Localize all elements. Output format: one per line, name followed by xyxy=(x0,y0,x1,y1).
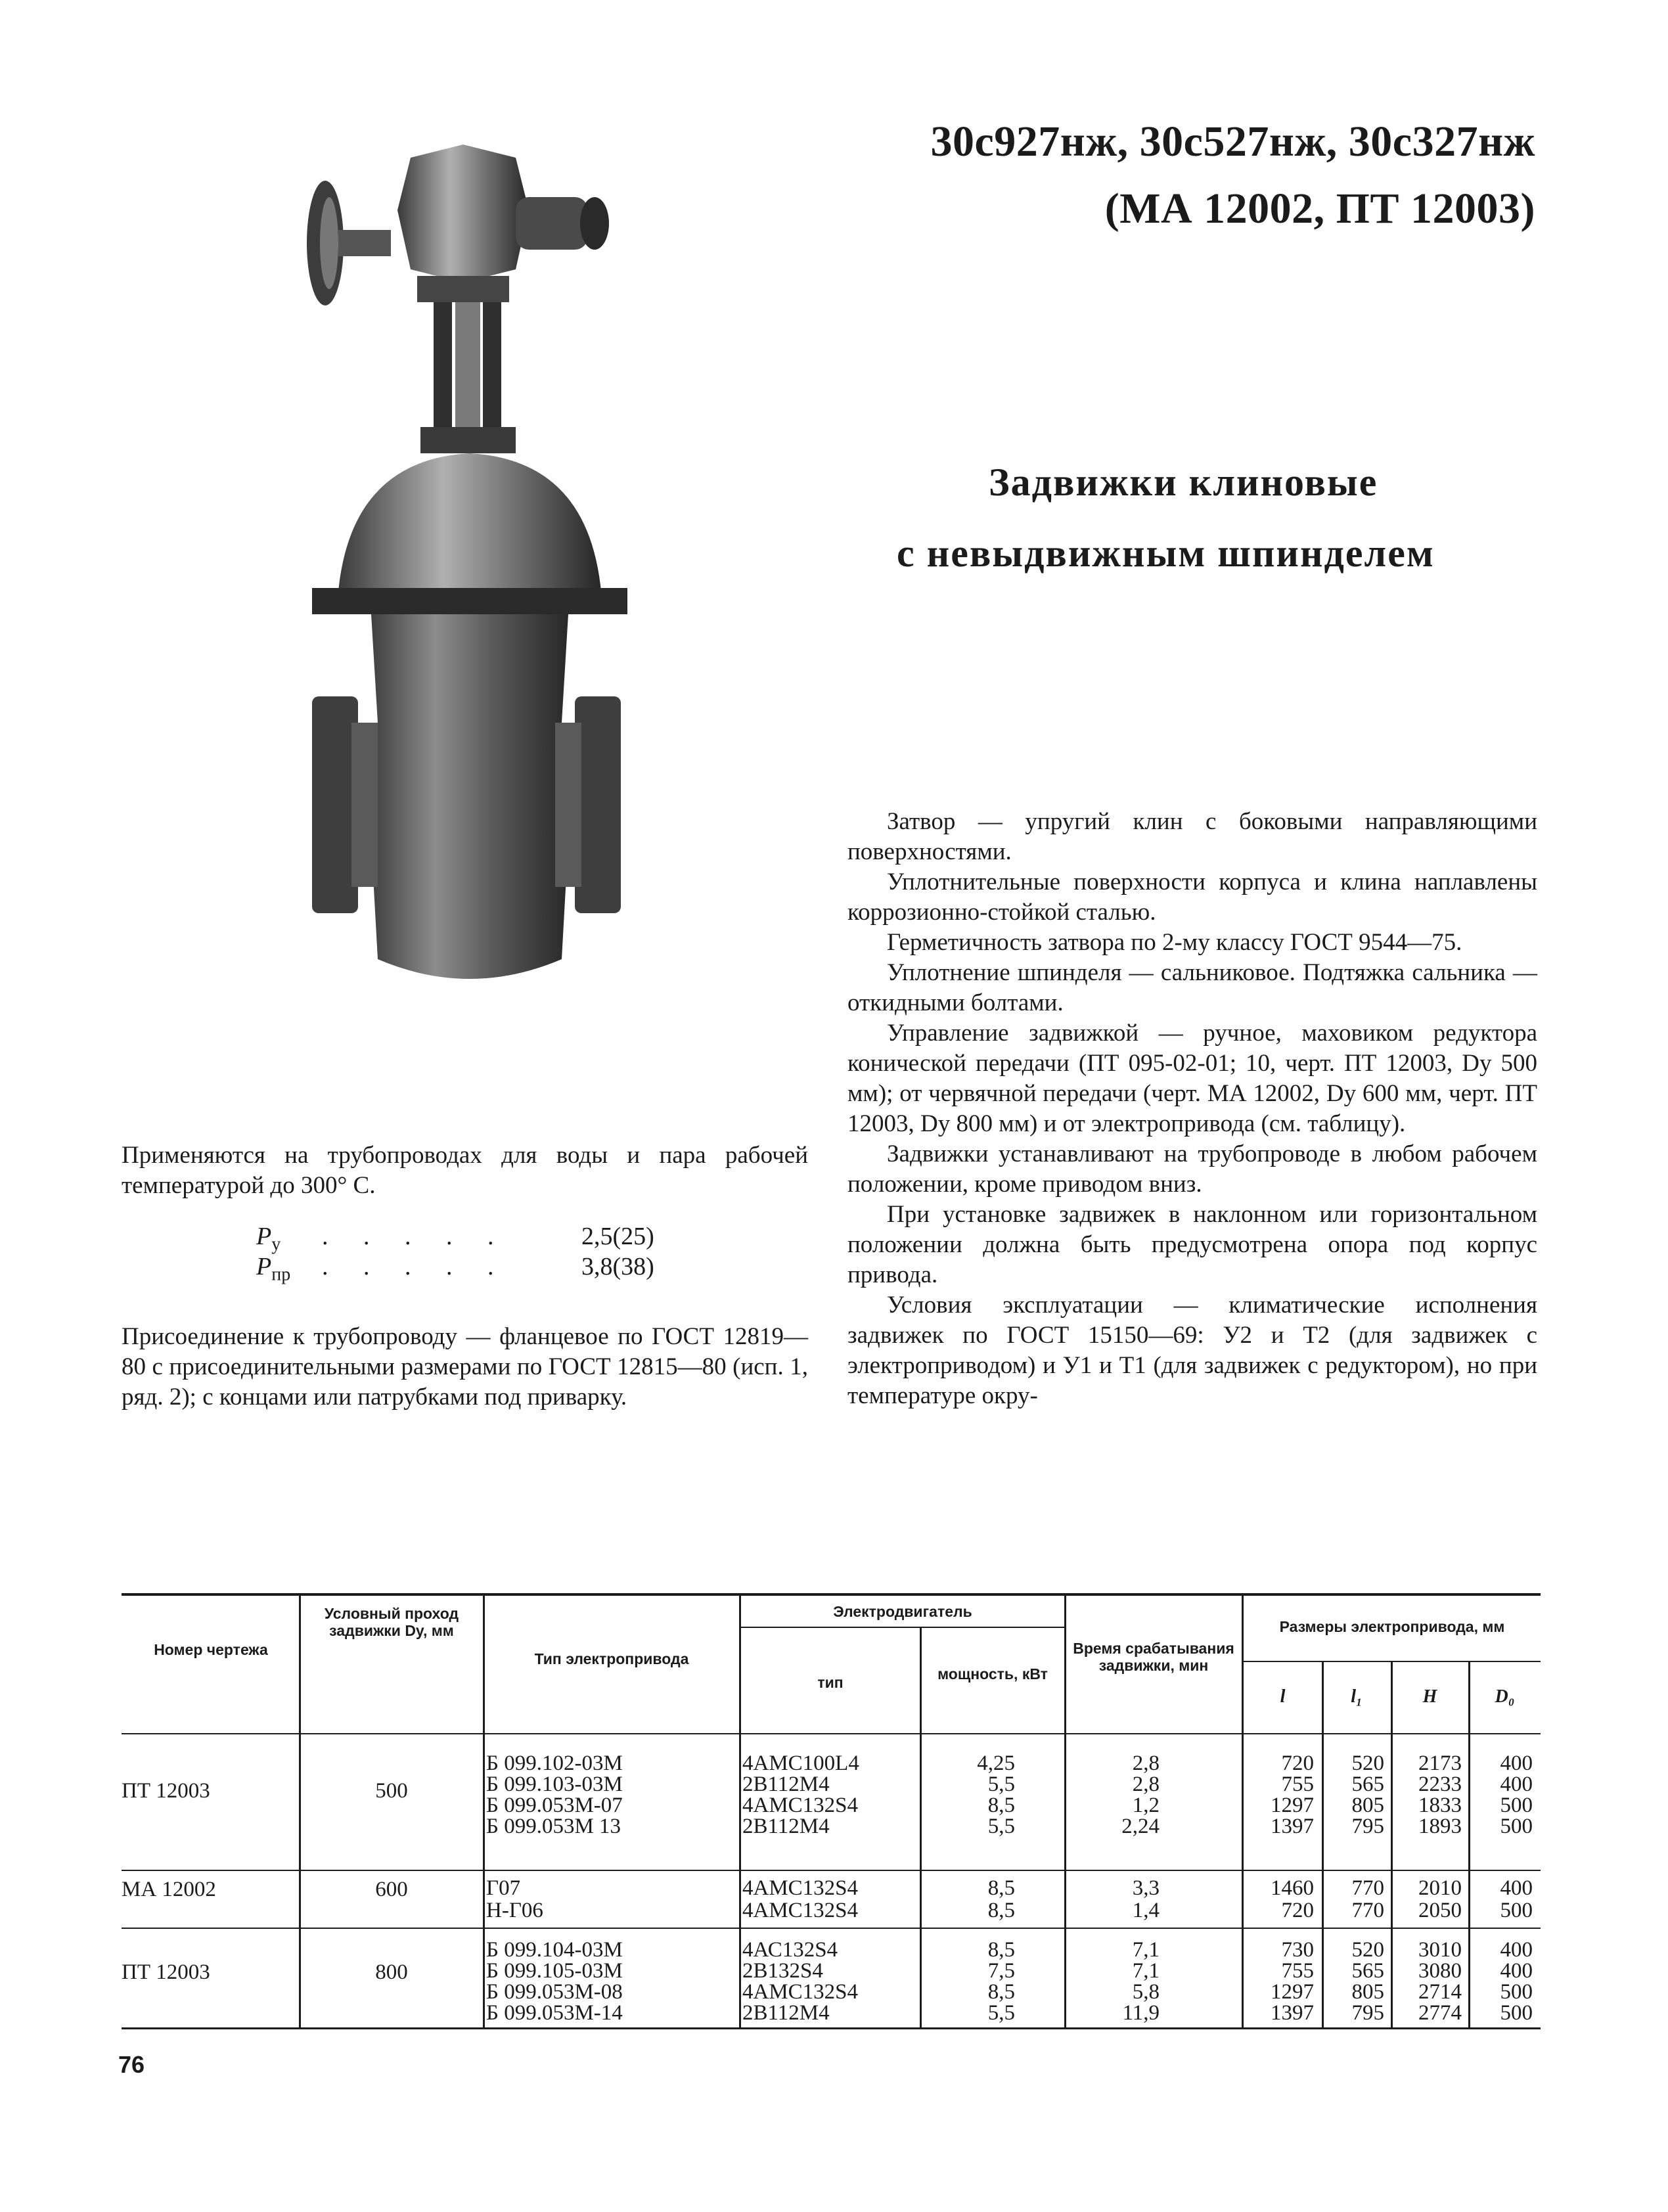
motor-power-cell: 8,5 xyxy=(987,1794,1015,1817)
column-divider xyxy=(1064,1593,1066,2029)
motor-power-cell: 8,5 xyxy=(987,1980,1015,2004)
dim-l-cell: 730 xyxy=(1281,1938,1314,1962)
dim-H-cell: 1833 xyxy=(1418,1794,1462,1817)
dim-H-cell: 2233 xyxy=(1418,1772,1462,1796)
actuator-cell: Б 099.053М-08 xyxy=(486,1980,623,2004)
dim-l1-cell: 520 xyxy=(1351,1938,1384,1962)
dim-l1-cell: 795 xyxy=(1351,2001,1384,2025)
description-paragraph: Затвор — упругий клин с боковыми направляющими поверхностями. xyxy=(847,808,1537,865)
operating-time-cell: 5,8 xyxy=(1132,1980,1160,2004)
actuator-cell: Б 099.053М-07 xyxy=(486,1794,623,1817)
header-drawing-number: Номер чертежа xyxy=(154,1641,268,1658)
dim-H-cell: 2714 xyxy=(1418,1980,1462,2004)
dim-D0-cell: 400 xyxy=(1500,1751,1533,1775)
motor-type-cell: 4АМС132S4 xyxy=(742,1899,859,1922)
header-dim-l1: l₁ xyxy=(1351,1686,1363,1707)
header-motor-power: мощность, кВт xyxy=(937,1665,1048,1682)
actuator-cell: Б 099.103-03М xyxy=(486,1772,623,1796)
column-divider xyxy=(1242,1593,1244,2029)
actuator-cell: Б 099.053М-14 xyxy=(486,2001,623,2025)
motor-power-cell: 8,5 xyxy=(987,1899,1015,1922)
motor-type-cell: 4АМС132S4 xyxy=(742,1876,859,1900)
header-dim-D0: D₀ xyxy=(1495,1686,1515,1707)
column-divider xyxy=(483,1593,485,2029)
motor-power-cell: 5,5 xyxy=(987,1815,1015,1838)
leader-dots: . . . . . xyxy=(322,1223,508,1250)
dim-D0-cell: 500 xyxy=(1500,1794,1533,1817)
dim-l1-cell: 565 xyxy=(1351,1959,1384,1983)
operating-time-cell: 3,3 xyxy=(1132,1876,1160,1900)
motor-power-cell: 8,5 xyxy=(987,1938,1015,1962)
product-codes-title: 30с927нж, 30с527нж, 30с327нж xyxy=(930,118,1535,166)
actuator-cell: Б 099.102-03М xyxy=(486,1751,623,1775)
drawing-number-cell: МА 12002 xyxy=(122,1878,216,1901)
drawing-number-cell: ПТ 12003 xyxy=(122,1779,210,1803)
operating-time-cell: 1,4 xyxy=(1132,1899,1160,1922)
description-column xyxy=(847,807,1537,1411)
actuator-cell: Б 099.105-03М xyxy=(486,1959,623,1983)
dim-H-cell: 3010 xyxy=(1418,1938,1462,1962)
header-operating-time: Время срабатывания задвижки, мин xyxy=(1073,1640,1234,1674)
motor-type-cell: 4АМС132S4 xyxy=(742,1980,859,2004)
table-top-rule xyxy=(122,1593,1541,1596)
dim-l-cell: 755 xyxy=(1281,1959,1314,1983)
drawing-numbers-title: (МА 12002, ПТ 12003) xyxy=(1104,185,1535,233)
dim-H-cell: 3080 xyxy=(1418,1959,1462,1983)
description-paragraph: Герметичность затвора по 2-му классу ГОСТ 9544—75. xyxy=(887,929,1462,956)
dim-l-cell: 1297 xyxy=(1271,1794,1314,1817)
dim-D0-cell: 400 xyxy=(1500,1772,1533,1796)
operating-time-cell: 11,9 xyxy=(1122,2001,1160,2025)
dim-l-cell: 1397 xyxy=(1271,1815,1314,1838)
operating-time-cell: 7,1 xyxy=(1132,1938,1160,1962)
dims-group-rule xyxy=(1244,1661,1541,1662)
header-motor-group: Электродвигатель xyxy=(833,1603,972,1620)
motor-power-cell: 5,5 xyxy=(987,2001,1015,2025)
pressure-symbol: $P_{пр}$ xyxy=(256,1253,291,1285)
dim-D0-cell: 400 xyxy=(1500,1876,1533,1900)
dim-l1-cell: 770 xyxy=(1351,1876,1384,1900)
nominal-bore-cell: 500 xyxy=(375,1779,408,1803)
dim-l-cell: 1460 xyxy=(1271,1876,1314,1900)
header-dim-H: H xyxy=(1422,1686,1437,1707)
dim-H-cell: 2173 xyxy=(1418,1751,1462,1775)
description-paragraph: При установке задвижек в наклонном или горизонтальном положении должна быть предусмотрена опора под корпус привода. xyxy=(847,1201,1537,1288)
dim-l1-cell: 565 xyxy=(1351,1772,1384,1796)
description-paragraph: Задвижки устанавливают на трубопроводе в любом рабочем положении, кроме приводом вниз. xyxy=(847,1140,1537,1198)
motor-type-cell: 4АМС132S4 xyxy=(742,1794,859,1817)
dim-D0-cell: 500 xyxy=(1500,1980,1533,2004)
motor-type-cell: 2В112М4 xyxy=(742,1815,830,1838)
leader-dots: . . . . . xyxy=(322,1253,508,1280)
motor-power-cell: 8,5 xyxy=(987,1876,1015,1900)
subtitle-line-1: Задвижки клиновые xyxy=(989,461,1378,504)
dim-l-cell: 755 xyxy=(1281,1772,1314,1796)
nominal-bore-cell: 800 xyxy=(375,1960,408,1984)
operating-time-cell: 7,1 xyxy=(1132,1959,1160,1983)
motor-type-cell: 2В112М4 xyxy=(742,1772,830,1796)
description-paragraph: Уплотнительные поверхности корпуса и клина наплавлены коррозионно-стойкой сталью. xyxy=(847,869,1537,926)
nominal-bore-cell: 600 xyxy=(375,1878,408,1901)
operating-time-cell: 2,24 xyxy=(1121,1815,1160,1838)
dim-D0-cell: 500 xyxy=(1500,1815,1533,1838)
header-dim-l: l xyxy=(1280,1686,1286,1707)
dim-D0-cell: 500 xyxy=(1500,1899,1533,1922)
column-divider xyxy=(920,1628,922,2029)
actuator-cell: Н-Г06 xyxy=(486,1899,543,1922)
description-paragraph: Уплотнение шпинделя — сальниковое. Подтяжка сальника — откидными болтами. xyxy=(847,959,1537,1016)
description-paragraph: Условия эксплуатации — климатические исполнения задвижек по ГОСТ 15150—69: У2 и Т2 (для задвижек с электроприводом) и У1 и Т1 (для задвижек с редуктором), но при температуре окру- xyxy=(847,1292,1537,1409)
operating-time-cell: 1,2 xyxy=(1132,1794,1160,1817)
group-separator xyxy=(122,1870,1541,1871)
application-text: Применяются на трубопроводах для воды и пара рабочей температурой до 300° С. xyxy=(122,1142,808,1199)
group-separator xyxy=(122,1928,1541,1929)
pressure-value: 3,8(38) xyxy=(581,1253,654,1280)
column-divider xyxy=(299,1593,301,2029)
dim-l-cell: 720 xyxy=(1281,1751,1314,1775)
description-paragraph: Управление задвижкой — ручное, маховиком редуктора конической передачи (ПТ 095-02-01; 10, черт. ПТ 12003, Dу 500 мм); от червячной передачи (черт. МА 12002, Dу 600 мм, черт. ПТ 12003, Dу 800 мм) и от электропривода (см. таблицу). xyxy=(847,1020,1537,1137)
dim-l1-cell: 520 xyxy=(1351,1751,1384,1775)
table-header-rule xyxy=(122,1733,1541,1734)
pressure-value: 2,5(25) xyxy=(581,1223,654,1250)
actuator-cell: Б 099.104-03М xyxy=(486,1938,623,1962)
motor-type-cell: 4АС132S4 xyxy=(742,1938,838,1962)
pressure-symbol: $P_у$ xyxy=(256,1223,281,1255)
motor-type-cell: 2В132S4 xyxy=(742,1959,823,1983)
page-number: 76 xyxy=(118,2051,145,2078)
drawing-number-cell: ПТ 12003 xyxy=(122,1960,210,1984)
connection-text: Присоединение к трубопроводу — фланцевое по ГОСТ 12819—80 с присоединительными размерами по ГОСТ 12815—80 (исп. 1, ряд. 2); с концами или патрубками под приварку. xyxy=(122,1323,808,1411)
table-bottom-rule xyxy=(122,2027,1541,2029)
motor-group-rule xyxy=(741,1627,1064,1628)
dim-H-cell: 1893 xyxy=(1418,1815,1462,1838)
subtitle-line-2: с невыдвижным шпинделем xyxy=(897,531,1435,575)
dim-H-cell: 2774 xyxy=(1418,2001,1462,2025)
dim-l1-cell: 805 xyxy=(1351,1794,1384,1817)
dim-H-cell: 2010 xyxy=(1418,1876,1462,1900)
dim-l1-cell: 805 xyxy=(1351,1980,1384,2004)
header-dims-group: Размеры электропривода, мм xyxy=(1279,1618,1505,1635)
operating-time-cell: 2,8 xyxy=(1132,1751,1160,1775)
column-divider xyxy=(739,1593,741,2029)
dim-H-cell: 2050 xyxy=(1418,1899,1462,1922)
motor-type-cell: 2В112М4 xyxy=(742,2001,830,2025)
dim-l-cell: 1297 xyxy=(1271,1980,1314,2004)
dim-D0-cell: 400 xyxy=(1500,1959,1533,1983)
operating-time-cell: 2,8 xyxy=(1132,1772,1160,1796)
motor-type-cell: 4АМС100L4 xyxy=(742,1751,859,1775)
dim-l-cell: 1397 xyxy=(1271,2001,1314,2025)
nominal-pressure-row xyxy=(256,1222,677,1255)
actuator-cell: Г07 xyxy=(486,1876,521,1900)
header-motor-type: тип xyxy=(817,1674,844,1691)
dim-l1-cell: 795 xyxy=(1351,1815,1384,1838)
motor-power-cell: 4,25 xyxy=(977,1751,1015,1775)
motor-power-cell: 5,5 xyxy=(987,1772,1015,1796)
motor-power-cell: 7,5 xyxy=(987,1959,1015,1983)
dim-D0-cell: 500 xyxy=(1500,2001,1533,2025)
dim-D0-cell: 400 xyxy=(1500,1938,1533,1962)
dim-l1-cell: 770 xyxy=(1351,1899,1384,1922)
header-actuator-type: Тип электропривода xyxy=(534,1650,689,1667)
header-nominal-bore: Условный проход задвижки Dу, мм xyxy=(324,1605,459,1639)
test-pressure-row xyxy=(256,1252,677,1285)
dim-l-cell: 720 xyxy=(1281,1899,1314,1922)
gate-valve-photo xyxy=(299,131,634,992)
actuator-cell: Б 099.053М 13 xyxy=(486,1815,621,1838)
